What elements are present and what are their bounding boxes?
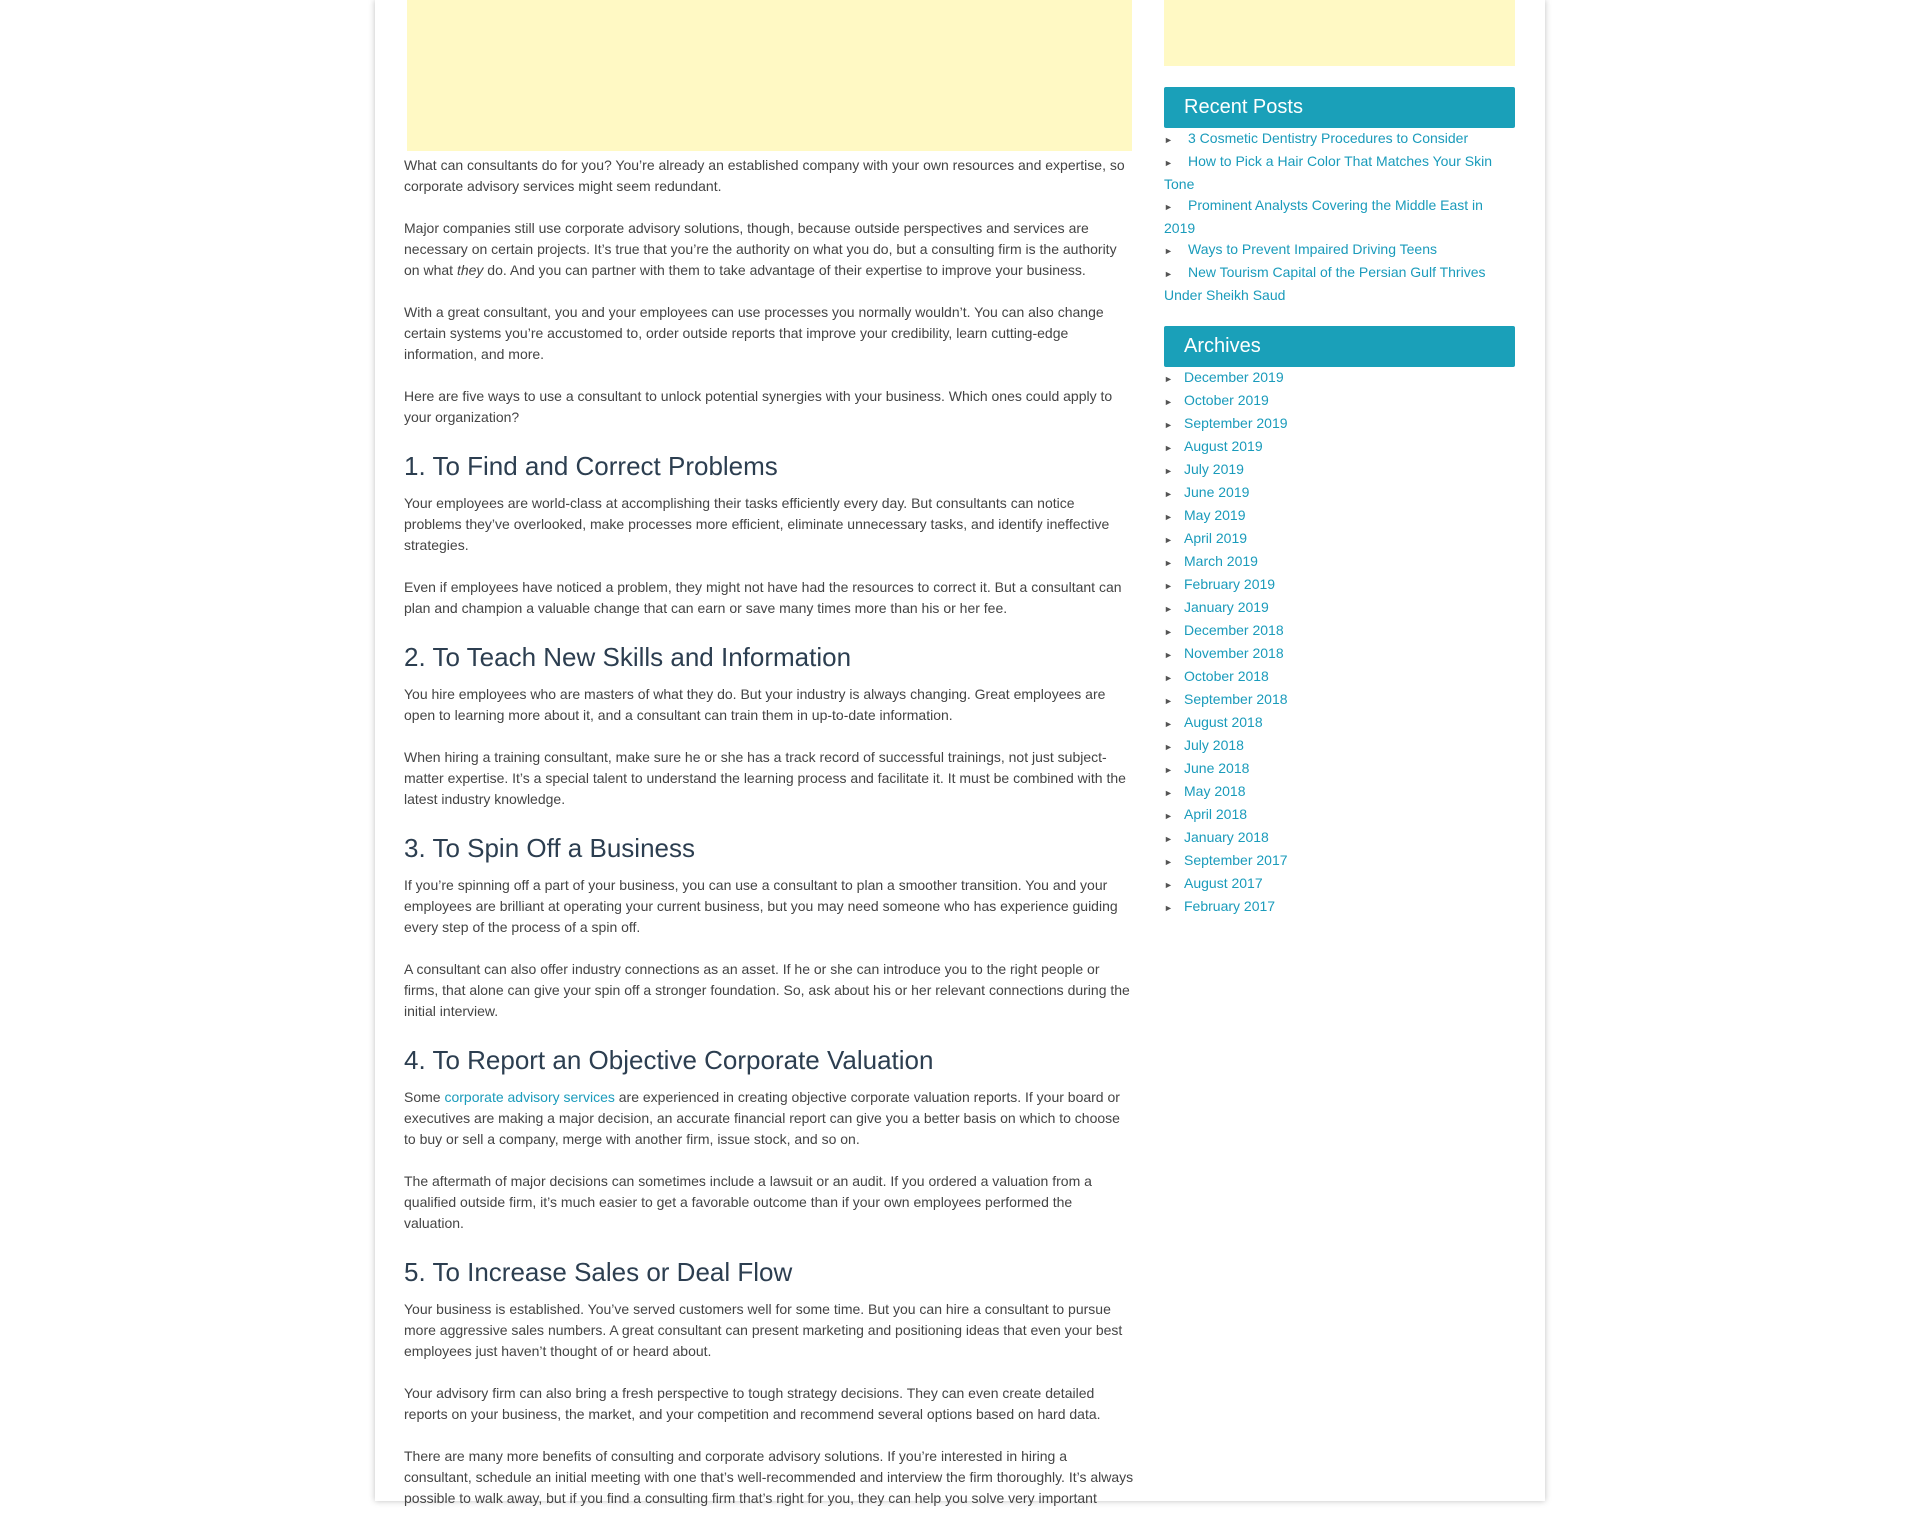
archive-link[interactable]: January 2019 <box>1184 599 1269 615</box>
archive-link[interactable]: June 2018 <box>1184 760 1250 776</box>
list-item <box>1164 551 1515 574</box>
archive-link[interactable]: May 2019 <box>1184 507 1246 523</box>
section-3-paragraph: If you’re spinning off a part of your business, you can use a consultant to plan a smoother transition. You and your employees are brilliant at operating your current business, but you may need someone who has experience guiding every step of the process of a spin off. <box>404 877 1118 935</box>
section-3-paragraph: A consultant can also offer industry connections as an asset. If he or she can introduce you to the right people or firms, that alone can give your spin off a stronger foundation. So, ask about his or her relevant connections during the initial interview. <box>404 961 1130 1019</box>
archive-link[interactable]: June 2019 <box>1184 484 1250 500</box>
bullet-icon: ► <box>1164 811 1173 821</box>
archive-link[interactable]: October 2018 <box>1184 668 1269 684</box>
bullet-icon: ► <box>1164 788 1173 798</box>
bullet-icon: ► <box>1164 742 1173 752</box>
recent-posts-widget <box>1164 87 1515 306</box>
corporate-advisory-services-link[interactable]: corporate advisory services <box>444 1089 615 1105</box>
bullet-icon: ► <box>1164 489 1173 499</box>
archive-link[interactable]: January 2018 <box>1184 829 1269 845</box>
archive-link[interactable]: August 2018 <box>1184 714 1263 730</box>
bullet-icon: ► <box>1164 696 1173 706</box>
list-item <box>1164 597 1515 620</box>
archive-link[interactable]: September 2019 <box>1184 415 1288 431</box>
text-run: Major companies still use corporate advisory solutions, though, because outside perspectives and services are necessary on certain projects. It’s true that you’re the authority on what you do, but a consulting firm is the authority on what <box>404 220 1117 278</box>
intro-paragraph-1: What can consultants do for you? You’re already an established company with your own resources and expertise, so corporate advisory services might seem redundant. <box>404 157 1125 194</box>
archives-widget <box>1164 326 1515 919</box>
archive-link[interactable]: July 2018 <box>1184 737 1244 753</box>
section-4-paragraph: The aftermath of major decisions can sometimes include a lawsuit or an audit. If you ordered a valuation from a qualified outside firm, it’s much easier to get a favorable outcome than if your own employees performed the valuation. <box>404 1173 1092 1231</box>
list-item <box>1164 827 1515 850</box>
section-heading-4: 4. To Report an Objective Corporate Valuation <box>404 1045 934 1075</box>
section-1-paragraph: Even if employees have noticed a problem, they might not have had the resources to correct it. But a consultant can plan and champion a valuable change that can earn or save many times more than his or her fee. <box>404 579 1122 616</box>
intro-paragraph-2 <box>404 218 1135 281</box>
section-5-paragraph: There are many more benefits of consulting and corporate advisory solutions. If you’re interested in hiring a consultant, schedule an initial meeting with one that’s well-recommended and interview the firm thoroughly. It’s always possible to walk away, but if you find a consulting firm that’s right for you, they can help you solve very important <box>404 1448 1134 1506</box>
list-item <box>1164 459 1515 482</box>
text-run: are experienced in creating objective corporate valuation reports. If your board or executives are making a major decision, an accurate financial report can give you a better basis on which to choose to buy or sell a company, merge with another firm, issue stock, and so on. <box>404 1089 1120 1147</box>
archive-link[interactable]: September 2017 <box>1184 852 1288 868</box>
list-item <box>1164 735 1515 758</box>
section-5-paragraph: Your business is established. You’ve served customers well for some time. But you can hire a consultant to pursue more aggressive sales numbers. A great consultant can present marketing and positioning ideas that even your best employees just haven’t thought of or heard about. <box>404 1301 1123 1359</box>
list-item <box>1164 620 1515 643</box>
text-run: Some <box>404 1089 445 1105</box>
bullet-icon: ► <box>1164 202 1173 212</box>
bullet-icon: ► <box>1164 558 1173 568</box>
emphasis-text: they <box>456 262 484 278</box>
section-2-paragraph: When hiring a training consultant, make sure he or she has a track record of successful trainings, not just subject-matter expertise. It’s a special talent to understand the learning process and facilitate it. It must be combined with the latest industry knowledge. <box>404 749 1126 807</box>
bullet-icon: ► <box>1164 397 1173 407</box>
bullet-icon: ► <box>1164 765 1173 775</box>
section-2-paragraph: You hire employees who are masters of what they do. But your industry is always changing. Great employees are open to learning more about it, and a consultant can train them in up-to-date information. <box>404 686 1106 723</box>
list-item <box>1164 758 1515 781</box>
recent-post-link[interactable]: New Tourism Capital of the Persian Gulf Thrives Under Sheikh Saud <box>1164 264 1486 303</box>
list-item <box>1164 689 1515 712</box>
list-item <box>1164 528 1515 551</box>
archive-link[interactable]: August 2017 <box>1184 875 1263 891</box>
list-item <box>1164 367 1515 390</box>
archive-link[interactable]: October 2019 <box>1184 392 1269 408</box>
bullet-icon: ► <box>1164 719 1173 729</box>
bullet-icon: ► <box>1164 269 1173 279</box>
list-item <box>1164 873 1515 896</box>
recent-post-link[interactable]: Ways to Prevent Impaired Driving Teens <box>1188 241 1437 257</box>
bullet-icon: ► <box>1164 158 1173 168</box>
list-item <box>1164 413 1515 436</box>
archive-link[interactable]: November 2018 <box>1184 645 1284 661</box>
archive-link[interactable]: December 2019 <box>1184 369 1284 385</box>
archive-link[interactable]: February 2017 <box>1184 898 1276 914</box>
list-item <box>1164 804 1515 827</box>
archive-link[interactable]: March 2019 <box>1184 553 1258 569</box>
bullet-icon: ► <box>1164 834 1173 844</box>
list-item <box>1164 850 1515 873</box>
section-heading-5: 5. To Increase Sales or Deal Flow <box>404 1257 793 1287</box>
list-item <box>1164 239 1515 262</box>
section-heading-3: 3. To Spin Off a Business <box>404 833 695 863</box>
list-item <box>1164 262 1515 306</box>
archive-link[interactable]: February 2019 <box>1184 576 1276 592</box>
bullet-icon: ► <box>1164 443 1173 453</box>
bullet-icon: ► <box>1164 673 1173 683</box>
section-1-paragraph: Your employees are world-class at accomplishing their tasks efficiently every day. But consultants can notice problems they’ve overlooked, make processes more efficient, eliminate unnecessary tasks, and identify ineffective strategies. <box>404 495 1110 553</box>
bullet-icon: ► <box>1164 135 1173 145</box>
archive-link[interactable]: August 2019 <box>1184 438 1263 454</box>
list-item <box>1164 128 1515 151</box>
section-heading-2: 2. To Teach New Skills and Information <box>404 642 852 672</box>
bullet-icon: ► <box>1164 857 1173 867</box>
list-item <box>1164 390 1515 413</box>
list-item <box>1164 896 1515 919</box>
bullet-icon: ► <box>1164 627 1173 637</box>
section-5-paragraph: Your advisory firm can also bring a fresh perspective to tough strategy decisions. They can even create detailed reports on your business, the market, and your competition and recommend several options based on hard data. <box>404 1385 1101 1422</box>
intro-paragraph-4: Here are five ways to use a consultant to unlock potential synergies with your business. Which ones could apply to your organization? <box>404 388 1113 425</box>
list-item <box>1164 482 1515 505</box>
recent-posts-title: Recent Posts <box>1164 87 1515 128</box>
bullet-icon: ► <box>1164 512 1173 522</box>
list-item <box>1164 666 1515 689</box>
section-4-link-paragraph <box>404 1087 1135 1150</box>
intro-paragraph-3: With a great consultant, you and your employees can use processes you normally wouldn’t. You can also change certain systems you’re accustomed to, order outside reports that improve your credibility, learn cutting-edge information, and more. <box>404 304 1104 362</box>
archives-list <box>1164 367 1515 919</box>
bullet-icon: ► <box>1164 420 1173 430</box>
list-item <box>1164 643 1515 666</box>
archive-link[interactable]: May 2018 <box>1184 783 1246 799</box>
archive-link[interactable]: September 2018 <box>1184 691 1288 707</box>
list-item <box>1164 151 1515 195</box>
recent-post-link[interactable]: Prominent Analysts Covering the Middle East in 2019 <box>1164 197 1483 236</box>
section-heading-1: 1. To Find and Correct Problems <box>404 451 778 481</box>
bullet-icon: ► <box>1164 535 1173 545</box>
archives-title: Archives <box>1164 326 1515 367</box>
article-body <box>404 155 1135 1530</box>
archive-link[interactable]: April 2019 <box>1184 530 1248 546</box>
list-item <box>1164 574 1515 597</box>
archive-link[interactable]: December 2018 <box>1184 622 1284 638</box>
text-run: do. And you can partner with them to take advantage of their expertise to improve your business. <box>483 262 1086 278</box>
bullet-icon: ► <box>1164 246 1173 256</box>
bullet-icon: ► <box>1164 903 1173 913</box>
bullet-icon: ► <box>1164 650 1173 660</box>
list-item <box>1164 505 1515 528</box>
bullet-icon: ► <box>1164 880 1173 890</box>
recent-post-link[interactable]: 3 Cosmetic Dentistry Procedures to Consider <box>1188 130 1469 146</box>
bullet-icon: ► <box>1164 581 1173 591</box>
archive-link[interactable]: July 2019 <box>1184 461 1244 477</box>
list-item <box>1164 781 1515 804</box>
list-item <box>1164 436 1515 459</box>
bullet-icon: ► <box>1164 466 1173 476</box>
bullet-icon: ► <box>1164 374 1173 384</box>
bullet-icon: ► <box>1164 604 1173 614</box>
recent-posts-list <box>1164 128 1515 306</box>
ad-banner-sidebar[interactable] <box>1164 0 1515 66</box>
list-item <box>1164 712 1515 735</box>
ad-banner-top[interactable] <box>407 0 1132 151</box>
recent-post-link[interactable]: How to Pick a Hair Color That Matches Your Skin Tone <box>1164 153 1492 192</box>
list-item <box>1164 195 1515 239</box>
archive-link[interactable]: April 2018 <box>1184 806 1248 822</box>
